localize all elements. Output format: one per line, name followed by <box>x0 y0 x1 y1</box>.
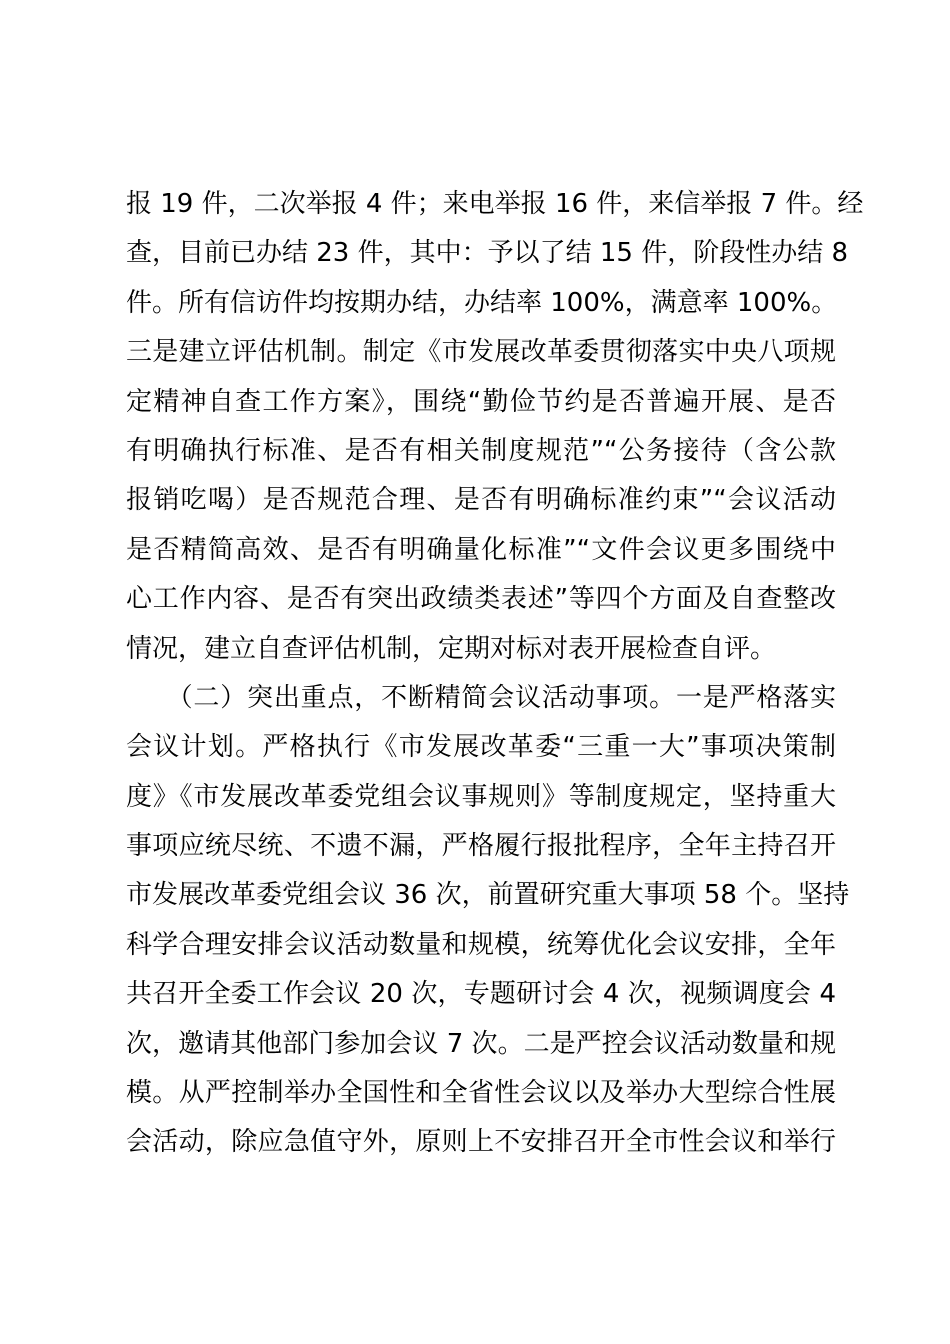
text-line: 事项应统尽统、不遗不漏，严格履行报批程序，全年主持召开 <box>126 831 836 862</box>
text-line: 模。从严控制举办全国性和全省性会议以及举办大型综合性展 <box>126 1078 836 1109</box>
text-line: 度》《市发展改革委党组会议事规则》等制度规定，坚持重大 <box>126 781 836 812</box>
text-line: 件。所有信访件均按期办结，办结率 100%，满意率 100%。 <box>126 287 838 318</box>
text-line: 是否精简高效、是否有明确量化标准”“文件会议更多围绕中 <box>126 534 836 565</box>
text-line: 科学合理安排会议活动数量和规模，统筹优化会议安排，全年 <box>126 929 836 960</box>
text-line: 情况，建立自查评估机制，定期对标对表开展检查自评。 <box>126 633 777 664</box>
paragraph-start-line: （二）突出重点，不断精简会议活动事项。一是严格落实 <box>126 682 836 713</box>
text-line: 会活动，除应急值守外，原则上不安排召开全市性会议和举行 <box>126 1127 836 1158</box>
text-line: 定精神自查工作方案》，围绕“勤俭节约是否普遍开展、是否 <box>126 386 836 417</box>
text-line: 心工作内容、是否有突出政绩类表述”等四个方面及自查整改 <box>126 584 836 615</box>
text-line: 会议计划。严格执行《市发展改革委“三重一大”事项决策制 <box>126 732 836 763</box>
text-line: 市发展改革委党组会议 36 次，前置研究重大事项 58 个。坚持 <box>126 880 850 911</box>
body-text <box>126 180 864 1168</box>
text-line: 报 19 件，二次举报 4 件；来电举报 16 件，来信举报 7 件。经 <box>126 189 864 219</box>
text-line: 有明确执行标准、是否有相关制度规范”“公务接待（含公款 <box>126 435 836 466</box>
text-line: 报销吃喝）是否规范合理、是否有明确标准约束”“会议活动 <box>126 485 836 516</box>
text-line: 共召开全委工作会议 20 次，专题研讨会 4 次，视频调度会 4 <box>126 979 836 1010</box>
text-line: 次，邀请其他部门参加会议 7 次。二是严控会议活动数量和规 <box>126 1028 836 1059</box>
text-line: 查，目前已办结 23 件，其中：予以了结 15 件，阶段性办结 8 <box>126 238 849 269</box>
text-line: 三是建立评估机制。制定《市发展改革委贯彻落实中央八项规 <box>126 337 836 368</box>
